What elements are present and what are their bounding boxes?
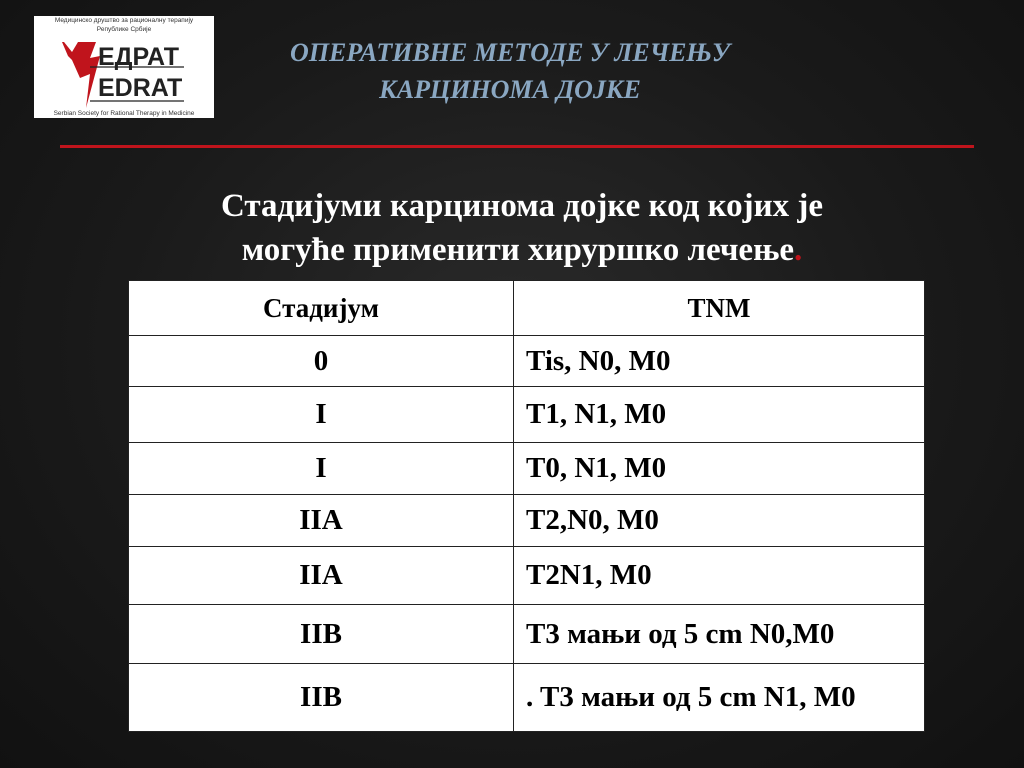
tnm-cell: T1, N1, M0 — [514, 387, 925, 443]
table-row — [129, 605, 925, 664]
logo-society-country: Републике Србије — [96, 26, 152, 33]
stage-cell: IIB — [129, 664, 514, 732]
table-row — [129, 495, 925, 547]
table-header-row — [129, 281, 925, 336]
table-row — [129, 336, 925, 387]
stage-cell: 0 — [129, 336, 514, 387]
slide-title-line-1: ОПЕРАТИВНЕ МЕТОДЕ У ЛЕЧЕЊУ — [290, 38, 730, 67]
column-header-stage: Стадијум — [129, 281, 514, 336]
tnm-cell: T2,N0, M0 — [514, 495, 925, 547]
stage-cell: IIA — [129, 495, 514, 547]
slide-subtitle-line-2 — [120, 228, 924, 272]
slide-subtitle — [120, 184, 924, 272]
logo-brand-cyrillic: ЕДРАТ — [98, 43, 180, 71]
stage-cell: I — [129, 387, 514, 443]
logo-society-name: Медицинско друштво за рационалну терапију — [54, 17, 194, 24]
stage-cell: IIA — [129, 547, 514, 605]
stage-cell: IIB — [129, 605, 514, 664]
subtitle-line-2-text: могуће применити хируршко лечење — [241, 232, 795, 268]
logo-bolt-shape — [62, 42, 100, 108]
column-header-tnm: TNM — [514, 281, 925, 336]
tnm-cell: Tis, N0, M0 — [514, 336, 925, 387]
staging-table — [128, 280, 925, 732]
table-row — [129, 387, 925, 443]
table-row — [129, 664, 925, 732]
tnm-cell: T3 мањи од 5 cm N0,M0 — [514, 605, 925, 664]
slide-title-line-2: КАРЦИНОМА ДОЈКЕ — [379, 75, 641, 104]
tnm-cell: . T3 мањи од 5 cm N1, M0 — [514, 664, 925, 732]
table-row — [129, 443, 925, 495]
tnm-cell: T0, N1, M0 — [514, 443, 925, 495]
slide-title — [230, 34, 790, 108]
logo-brand-latin: EDRAT — [98, 74, 183, 102]
logo-society-english: Serbian Society for Rational Therapy in Medicine — [53, 110, 195, 117]
title-divider — [60, 145, 974, 148]
medrat-logo — [34, 16, 214, 118]
logo-emblem — [34, 16, 214, 118]
subtitle-trailing-mark: . — [794, 232, 803, 268]
slide-subtitle-line-1: Стадијуми карцинома дојке код којих је — [220, 188, 824, 224]
table-row — [129, 547, 925, 605]
stage-cell: I — [129, 443, 514, 495]
tnm-cell: T2N1, M0 — [514, 547, 925, 605]
